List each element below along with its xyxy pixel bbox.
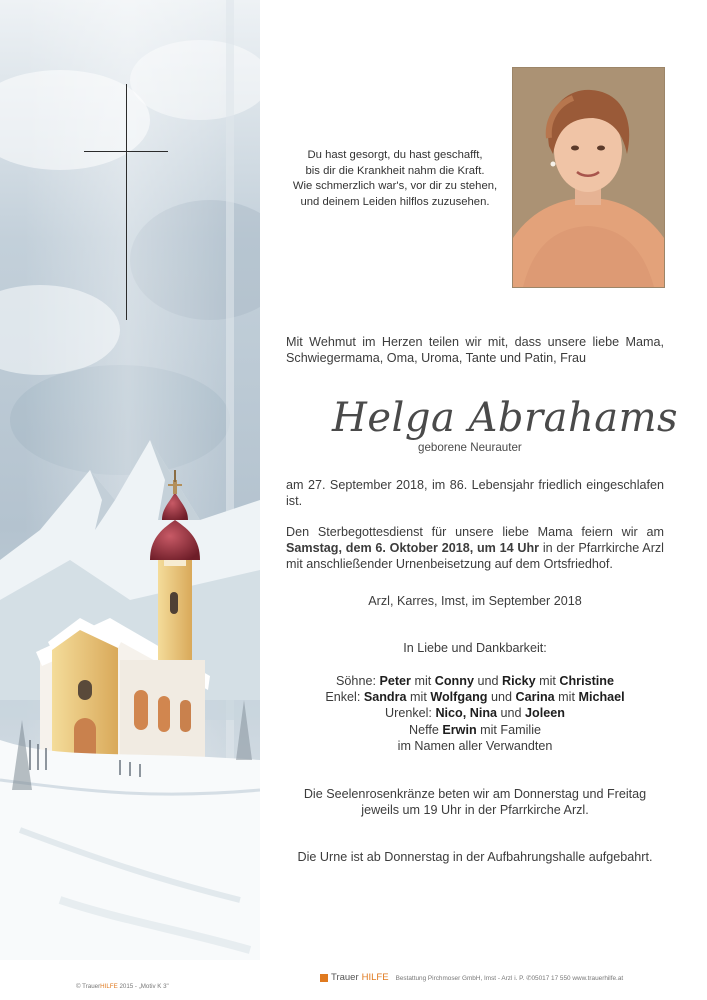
rosary-notice bbox=[286, 786, 664, 818]
service-part-1: Den Sterbegottesdienst für unsere liebe Mama feiern wir am bbox=[286, 525, 664, 539]
cross-horizontal-bar bbox=[84, 151, 168, 152]
poem-line: Du hast gesorgt, du hast geschafft, bbox=[307, 149, 483, 161]
rosary-line-2: jeweils um 19 Uhr in der Pfarrkirche Arzl. bbox=[361, 803, 589, 817]
footer-copyright: © TrauerHILFE 2015 - „Motiv K 3" bbox=[76, 983, 169, 990]
family-nephew: Neffe Erwin mit Familie bbox=[408, 722, 542, 737]
watercolor-artwork bbox=[0, 0, 260, 960]
deceased-name: Helga Abrahams bbox=[332, 395, 679, 441]
poem-line: bis dir die Krankheit nahm die Kraft. bbox=[305, 164, 485, 177]
thanks-heading: In Liebe und Dankbarkeit: bbox=[403, 641, 547, 655]
cross-vertical-bar bbox=[126, 84, 127, 320]
winter-church-painting bbox=[0, 0, 260, 960]
family-great-grandchildren: Urenkel: Nico, Nina und Joleen bbox=[385, 706, 565, 721]
portrait-photo bbox=[512, 67, 665, 288]
intro-text: Mit Wehmut im Herzen teilen wir mit, dass unsere liebe Mama, Schwiegermama, Oma, Uroma, Tante und Patin, Frau bbox=[286, 335, 664, 365]
urn-notice: Die Urne ist ab Donnerstag in der Aufbahrungshalle aufgebahrt. bbox=[297, 850, 653, 864]
service-date: Samstag, dem 6. Oktober 2018, um 14 Uhr bbox=[286, 541, 540, 555]
poem-line: und deinem Leiden hilflos zuzusehen. bbox=[300, 195, 490, 208]
family-relatives: im Namen aller Verwandten bbox=[397, 738, 553, 753]
memorial-poem bbox=[284, 148, 506, 210]
funeral-service-text bbox=[286, 524, 664, 572]
family-sons: Söhne: Peter mit Conny und Ricky mit Christine bbox=[336, 674, 614, 688]
footer-company bbox=[320, 972, 623, 983]
trauerhilfe-logo-icon bbox=[320, 974, 328, 982]
death-notice: am 27. September 2018, im 86. Lebensjahr friedlich eingeschlafen ist. bbox=[286, 478, 664, 508]
rosary-line-1: Die Seelenrosenkränze beten wir am Donnerstag und Freitag bbox=[303, 787, 647, 801]
poem-line: Wie schmerzlich war's, vor dir zu stehen, bbox=[292, 180, 498, 192]
place-date: Arzl, Karres, Imst, im September 2018 bbox=[368, 594, 582, 608]
logo-text-hilfe: HILFE bbox=[361, 972, 389, 983]
logo-text-trauer: Trauer bbox=[331, 972, 359, 983]
service-part-2: in der Pfarrkirche Arzl mit anschließender Urnenbeisetzung auf dem Ortsfriedhof. bbox=[286, 541, 664, 571]
birth-name: geborene Neurauter bbox=[418, 441, 522, 454]
company-info: Bestattung Pirchmoser GmbH, Imst - Arzl i. P. ✆05017 17 550 www.trauerhilfe.at bbox=[395, 974, 624, 982]
family-list bbox=[286, 673, 664, 754]
family-grandchildren: Enkel: Sandra mit Wolfgang und Carina mit Michael bbox=[325, 690, 625, 705]
